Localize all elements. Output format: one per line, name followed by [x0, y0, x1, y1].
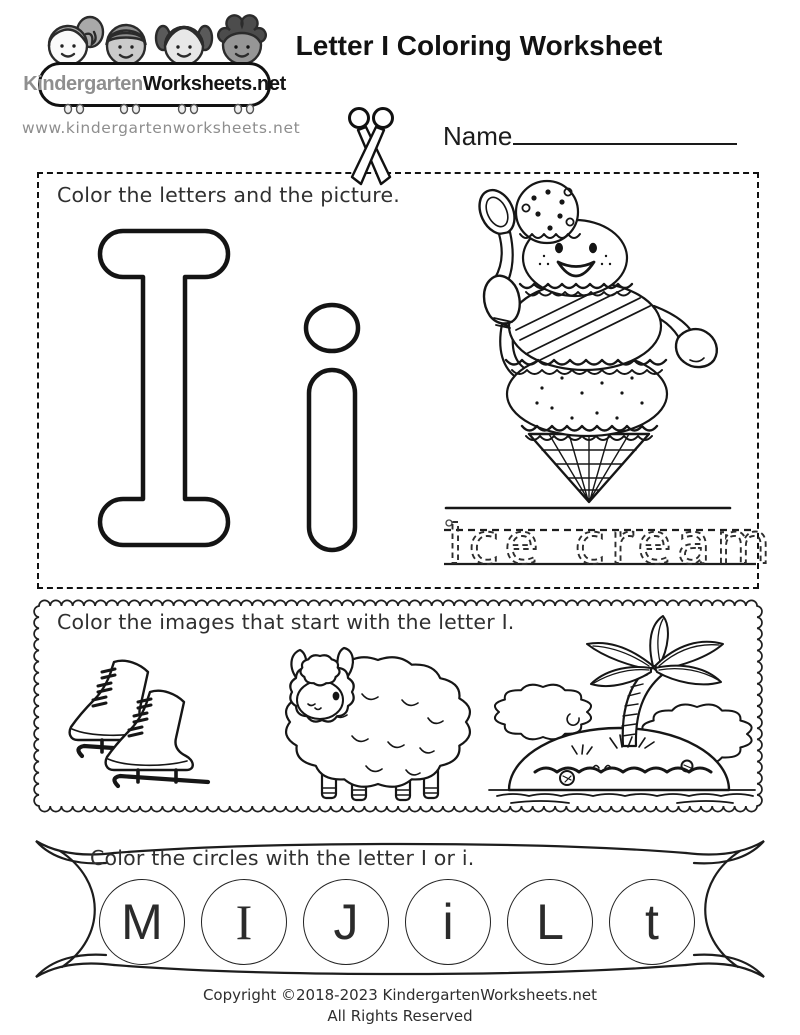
logo-kids-hands	[44, 104, 266, 116]
name-field	[443, 115, 737, 152]
letter-circle-3	[303, 879, 389, 965]
section1-instruction: Color the letters and the picture.	[57, 183, 400, 207]
footer-rights: All Rights Reserved	[327, 1007, 473, 1025]
letter-circle-4	[405, 879, 491, 965]
circle-letter: t	[645, 894, 659, 950]
scissors-icon	[342, 106, 400, 198]
logo-kids-illustration	[36, 12, 274, 68]
logo-badge-text-secondary: Worksheets.net	[142, 73, 286, 95]
ice-cream-illustration	[442, 178, 734, 514]
letter-circle-6	[609, 879, 695, 965]
trace-word-text: Ice cream	[447, 512, 776, 577]
circle-letter: I	[235, 894, 253, 950]
circle-letter: i	[442, 894, 454, 950]
logo-website-url: www.kindergartenworksheets.net	[22, 119, 301, 137]
letter-circle-1	[99, 879, 185, 965]
letter-circle-2	[201, 879, 287, 965]
section2-instruction: Color the images that start with the letter I.	[57, 610, 515, 634]
name-blank-line	[513, 115, 737, 145]
name-label: Name	[443, 121, 513, 151]
section-color-images	[33, 600, 763, 812]
section3-instruction: Color the circles with the letter I or i.	[90, 846, 475, 870]
circle-letter: M	[121, 894, 163, 950]
circle-letter: J	[333, 894, 359, 950]
island-illustration	[481, 614, 761, 808]
page-title: Letter I Coloring Worksheet	[295, 30, 663, 61]
trace-word-ice-cream	[442, 512, 776, 577]
letter-circle-5	[507, 879, 593, 965]
circle-letter: L	[536, 894, 564, 950]
footer-copyright: Copyright ©2018-2023 KindergartenWorksheets.net	[202, 986, 598, 1004]
logo-badge	[23, 62, 286, 107]
section-color-letters	[37, 172, 776, 589]
logo-badge-text-primary: Kindergarten	[23, 73, 143, 95]
ice-skates-illustration	[56, 658, 226, 802]
sheep-illustration	[270, 640, 475, 808]
uppercase-I-outline	[97, 228, 231, 548]
lowercase-i-outline	[299, 302, 365, 554]
